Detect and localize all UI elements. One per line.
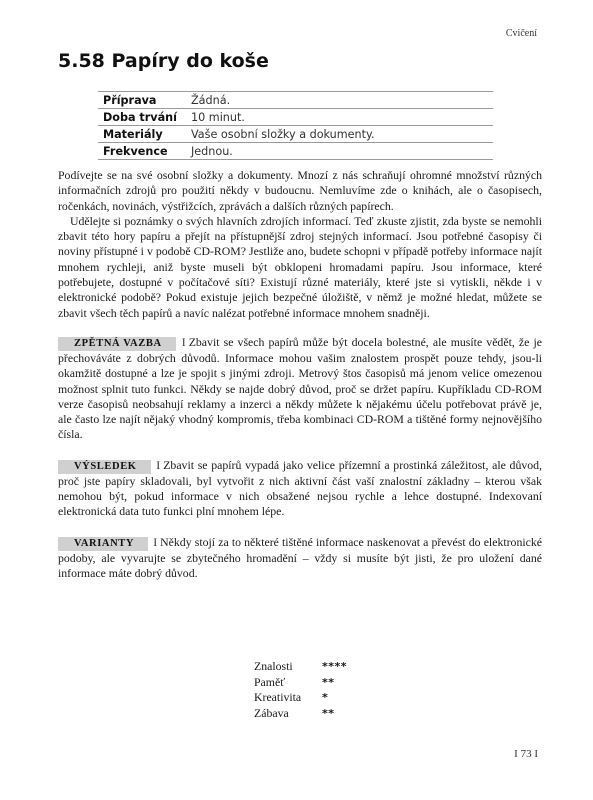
rating-row-creativity [254,690,347,706]
rating-label: Paměť [254,674,286,689]
rating-stars: **** [322,660,348,674]
page-number: I 73 I [514,748,538,760]
rating-label: Znalosti [254,659,293,674]
info-row-duration [98,109,493,126]
feedback-section [58,335,542,443]
feedback-label: ZPĚTNÁ VAZBA [58,337,176,351]
info-row-frequency [98,143,493,160]
rating-label: Kreativita [254,690,302,705]
rating-row-memory [254,675,347,691]
instructions-paragraph: Udělejte si poznámky o svých hlavních zdrojích informací. Teď zkuste zjistit, zda byste se nemohli zbavit této hory papíru a přejít na přístupnější zdroj stejných informací. Jsou potřebné časopisy či noviny přístupné i v podobě CD-ROM? Jestliže ano, budete schopni v případě potřeby informace najít mnohem rychleji, aniž byste museli být obklopeni hromadami papíru. Jsou informace, které potřebujete, dostupné v počítačové síti? Existují různé materiály, které jste si vytiskli, někde i v elektronické podobě? Pokud existuje jejich bezpečné úložiště, v němž je možné hledat, můžete se zbavit všech těch papírů a navíc nalézat potřebné informace mnohem snadněji. [58,213,542,320]
info-row-materials [98,126,493,143]
info-value: Vaše osobní složky a dokumenty. [186,126,493,143]
result-text: Zbavit se papírů vypadá jako velice přízemní a prostinká záležitost, ale důvod, proč jste papíry skladovali, byl vytvořit z nich aktivní část vaší znalostní základny – kterou však nemohou být, pokud informace v nich obsažené nejsou rychle a lehce dostupné. Indexovaní elektronická data tuto funkci plní mnohem lépe. [58,457,542,519]
exercise-info-table [98,91,493,160]
info-row-preparation [98,92,493,109]
info-key: Materiály [98,126,186,143]
info-key: Příprava [98,92,186,109]
rating-label: Zábava [254,705,289,720]
variants-text: Někdy stojí za to některé tištěné informace naskenovat a převést do elektronické podoby, ale vyvarujte se zbytečného hromadění – vždy si musíte být jisti, že pro uložení dané informace máte dobrý důvod. [58,534,542,580]
ratings-block [254,659,347,721]
variants-section [58,535,542,582]
rating-row-knowledge [254,659,347,675]
info-value: Žádná. [186,92,493,109]
section-separator: I [153,534,158,549]
result-section [58,458,542,520]
body-text [58,168,542,581]
info-key: Doba trvání [98,109,186,126]
rating-stars: * [322,691,329,705]
rating-row-fun [254,706,347,722]
intro-paragraph: Podívejte se na své osobní složky a dokumenty. Mnozí z nás schraňují ohromné množství různých informačních zdrojů pro použití někdy v budoucnu. Nemluvíme zde o knihách, ale o časopisech, ročenkách, novinách, výstřižcích, zprávách a dalších různých papírech. [58,168,542,213]
result-label: VÝSLEDEK [58,460,151,474]
variants-label: VARIANTY [58,537,148,551]
info-value: 10 minut. [186,109,493,126]
info-value: Jednou. [186,143,493,160]
running-head: Cvičení [505,28,537,39]
section-separator: I [156,457,161,472]
feedback-text: Zbavit se všech papírů může být docela bolestné, ale musíte vědět, že je přechováváte z dobrých důvodů. Informace mohou vašim znalostem prospět pouze tehdy, jsou-li okamžitě dostupné a lze je spojit s jinými zdroji. Metrový štos časopisů má jenom velice omezenou možnost splnit tuto funkci. Někdy se najde dobrý důvod, proč se držet papíru. Kupříkladu CD-ROM verze časopisů neobsahují reklamy a inzerci a někdy můžete k nějakému účelu potřebovat právě je, ale často lze najít nějaký vhodný kompromis, třeba kombinaci CD-ROM a tištěné formy nejnovějšího čísla. [58,334,542,442]
chapter-title: 5.58 Papíry do koše [58,50,269,72]
rating-stars: ** [322,706,335,720]
section-separator: I [181,334,186,349]
info-key: Frekvence [98,143,186,160]
rating-stars: ** [322,675,335,689]
